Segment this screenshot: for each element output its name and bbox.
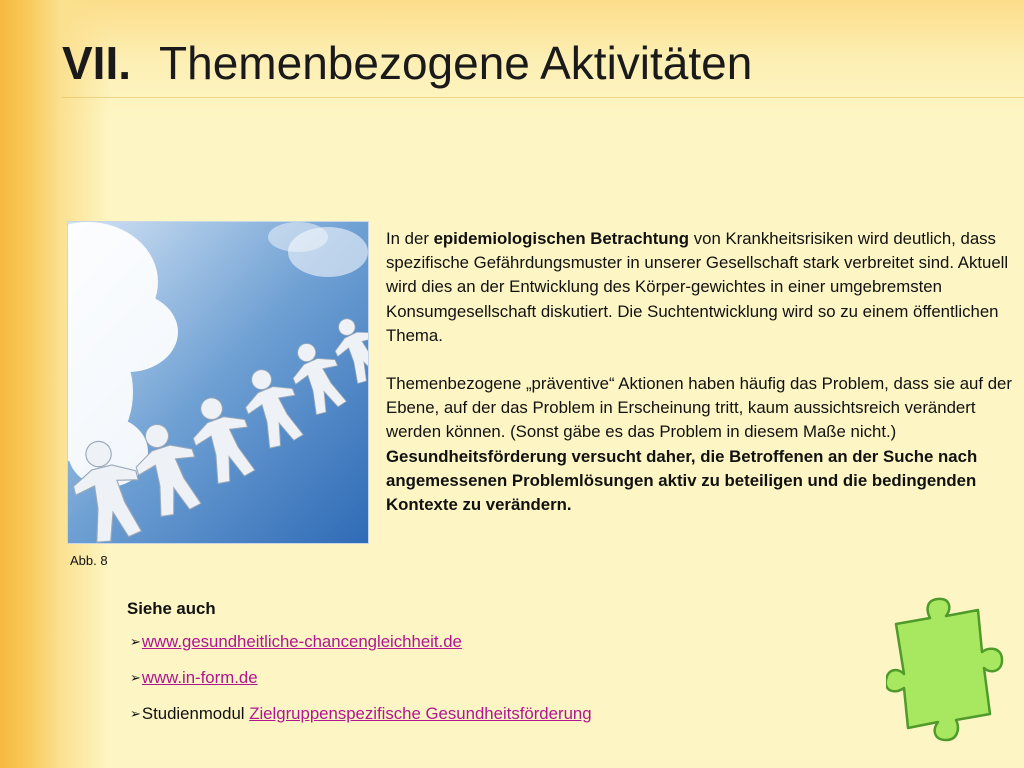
slide-title: [62, 36, 752, 90]
title-divider: [62, 97, 1024, 98]
see-also-heading: Siehe auch: [127, 599, 216, 618]
link-chancengleichheit[interactable]: www.gesundheitliche-chancengleichheit.de: [141, 632, 462, 651]
see-also-item: [130, 696, 592, 732]
studienmodul-label: Studienmodul: [141, 704, 250, 723]
see-also-item: [130, 624, 592, 660]
see-also-item: [130, 660, 592, 696]
title-text: Themenbezogene Aktivitäten: [159, 37, 753, 89]
body-text: [386, 227, 1014, 517]
paragraph-prevention: Themenbezogene „präventive“ Aktionen haben häufig das Problem, dass sie auf der Ebene, auf der das Problem in Erscheinung tritt, kaum aussichtsreich verändert werden können. (Sonst gäbe es das Problem in diesem Maße nicht.) Gesundheitsförderung versucht daher, die Betroffenen an der Suche nach angemessenen Problemlösungen aktiv zu beteiligen und die bedingenden Kontexte zu verändern.: [386, 374, 1012, 515]
arrow-bullet-icon: ➢: [130, 706, 141, 721]
see-also-section: [127, 598, 592, 732]
paragraph-epidemiology: In der epidemiologischen Betrachtung von Krankheitsrisiken wird deutlich, dass spezifische Gefährdungsmuster in unserer Gesellschaft stark verbreitet sind. Aktuell wird dies an der Entwicklung des Körper-gewichtes in einer umgebremsten Konsumgesellschaft diskutiert. Die Suchtentwicklung wird so zu einem öffentlichen Thema.: [386, 229, 1009, 345]
title-number: VII.: [62, 37, 132, 89]
link-in-form[interactable]: www.in-form.de: [141, 668, 258, 687]
paper-chain-photo: [67, 221, 369, 544]
arrow-bullet-icon: ➢: [130, 634, 141, 649]
figure-caption: Abb. 8: [70, 553, 108, 568]
puzzle-piece-icon: [886, 596, 1006, 746]
arrow-bullet-icon: ➢: [130, 670, 141, 685]
link-studienmodul[interactable]: Zielgruppenspezifische Gesundheitsförderung: [249, 704, 592, 723]
